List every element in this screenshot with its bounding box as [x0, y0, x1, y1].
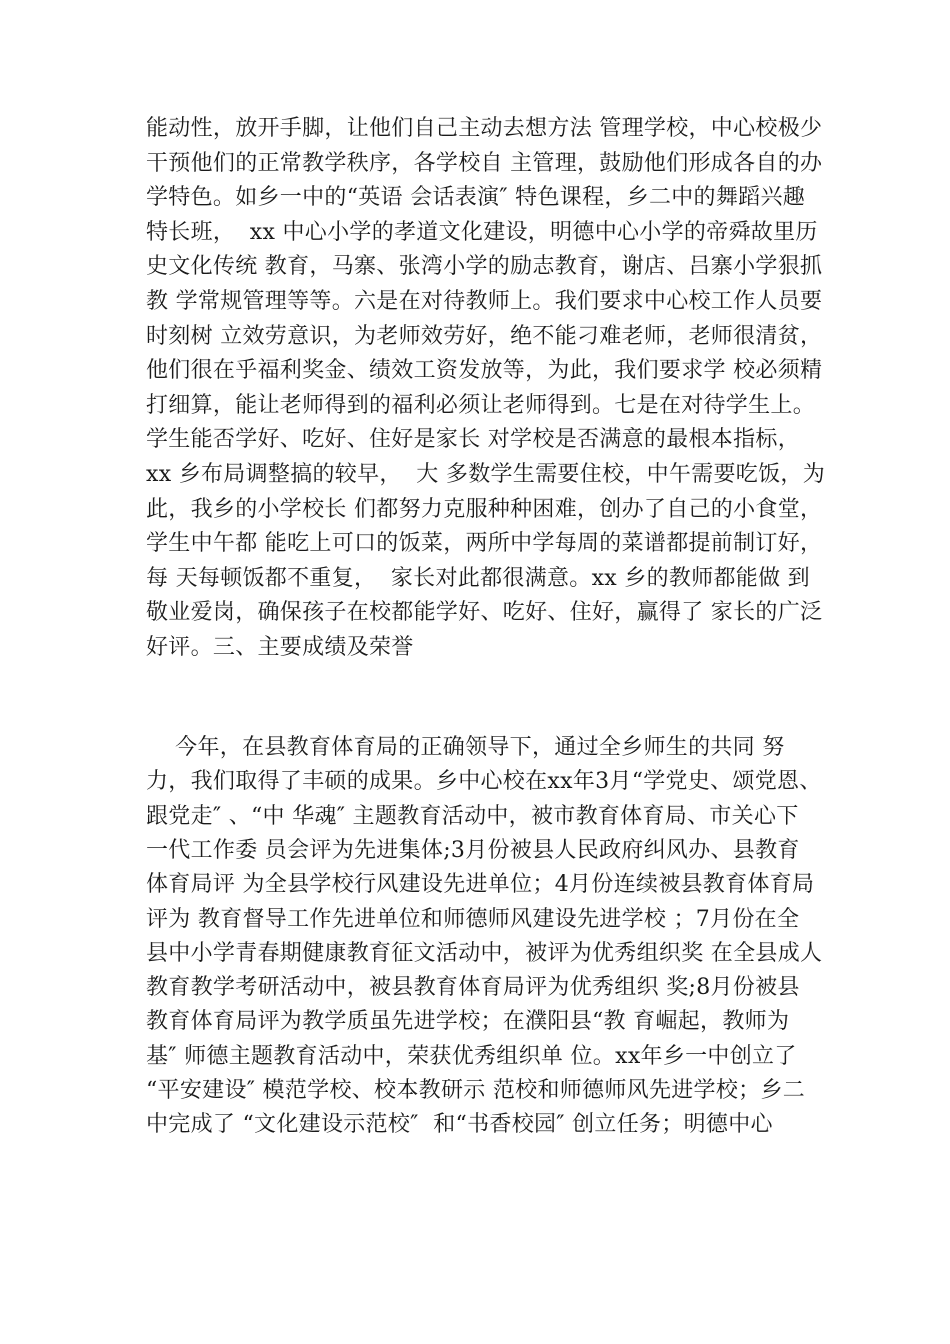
text-line: 学生能否学好、吃好、住好是家长 对学校是否满意的最根本指标，: [146, 427, 800, 453]
text-line: 评为 教育督导工作先进单位和师德师风建设先进学校 ；7月份在全: [146, 906, 800, 932]
text-line: 县中小学青春期健康教育征文活动中，被评为优秀组织奖 在全县成人: [146, 940, 823, 966]
text-line: 他们很在乎福利奖金、绩效工资发放等，为此，我们要求学 校必须精: [146, 358, 823, 384]
text-line: 史文化传统 教育，马寨、张湾小学的励志教育，谢店、吕寨小学狠抓: [146, 254, 823, 280]
text-line: 干预他们的正常教学秩序，各学校自 主管理，鼓励他们形成各自的办: [146, 150, 823, 176]
text-line: 一代工作委 员会评为先进集体;3月份被县人民政府纠风办、县教育: [146, 837, 800, 863]
text-line: 学生中午都 能吃上可口的饭菜，两所中学每周的菜谱都提前制订好，: [146, 531, 823, 557]
text-line: 今年，在县教育体育局的正确领导下，通过全乡师生的共同 努: [146, 735, 785, 760]
text-line: 敬业爱岗，确保孩子在校都能学好、吃好、住好，赢得了 家长的广泛: [146, 600, 823, 626]
text-line: 跟党走″ 、“中 华魂″ 主题教育活动中，被市教育体育局、市关心下: [146, 803, 799, 829]
text-line: 时刻树 立效劳意识，为老师效劳好，绝不能刁难老师，老师很清贫，: [146, 323, 823, 349]
text-line: 特长班， xx 中心小学的孝道文化建设，明德中心小学的帝舜故里历: [146, 219, 818, 245]
text-line: xx 乡布局调整搞的较早， 大 多数学生需要住校，中午需要吃饭，为: [146, 462, 825, 487]
text-line: 教育教学考研活动中，被县教育体育局评为优秀组织 奖;8月份被县: [146, 975, 800, 1001]
text-line: 体育局评 为全县学校行风建设先进单位；4月份连续被县教育体育局: [146, 872, 815, 898]
text-line: 学特色。如乡一中的“英语 会话表演″ 特色课程，乡二中的舞蹈兴趣: [146, 185, 806, 211]
text-line: 能动性，放开手脚，让他们自己主动去想方法 管理学校，中心校极少: [146, 116, 823, 141]
text-line: 好评。三、主要成绩及荣誉: [146, 635, 414, 660]
text-line: 此，我乡的小学校长 们都努力克服种种困难，创办了自己的小食堂，: [146, 496, 823, 522]
text-line: 中完成了 “文化建设示范校″ 和“书香校园″ 创立任务；明德中心: [146, 1112, 773, 1138]
text-line: 每 天每顿饭都不重复， 家长对此都很满意。xx 乡的教师都能做 到: [146, 565, 810, 591]
text-line: 教育体育局评为教学质虽先进学校；在濮阳县“教 育崛起，教师为: [146, 1009, 790, 1035]
text-line: “平安建设″ 模范学校、校本教研示 范校和师德师风先进学校；乡二: [146, 1078, 806, 1103]
text-line: 打细算，能让老师得到的福利必须让老师得到。七是在对待学生上。: [146, 392, 816, 418]
text-line: 力，我们取得了丰硕的成果。乡中心校在xx年3月“学党史、颂党恩、: [146, 769, 822, 795]
text-line: 教 学常规管理等等。六是在对待教师上。我们要求中心校工作人员要: [146, 289, 823, 314]
text-line: 基″ 师德主题教育活动中，荣获优秀组织单 位。xx年乡一中创立了: [146, 1043, 797, 1069]
